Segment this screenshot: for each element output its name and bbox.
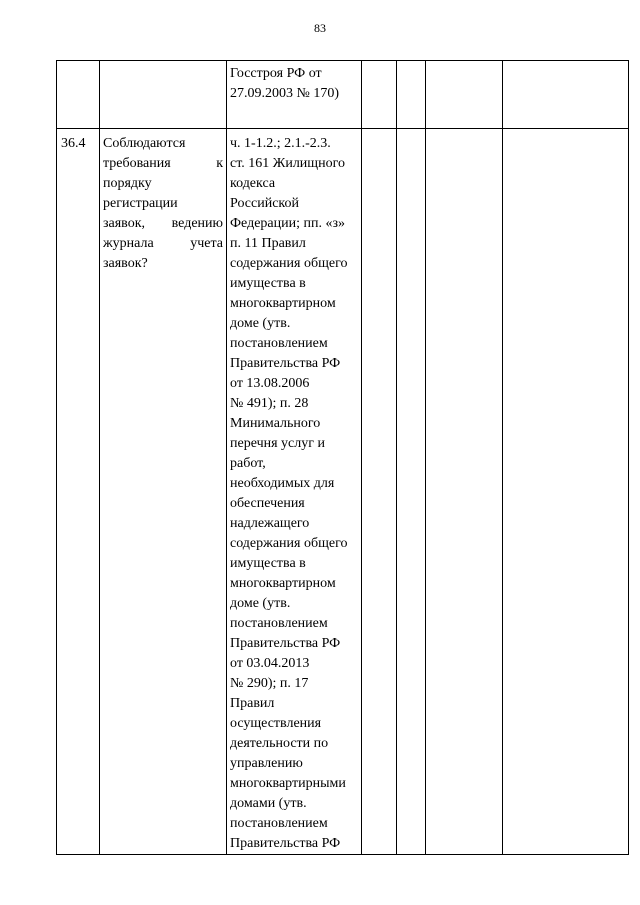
question-line (103, 234, 223, 254)
question-word: журнала (103, 236, 154, 251)
basis-line: имущества в (230, 556, 306, 571)
basis-line: постановлением (230, 616, 328, 631)
basis-line: Госстроя РФ от (230, 66, 322, 81)
question-line: регистрации (103, 196, 178, 211)
basis-line: Правительства РФ (230, 836, 341, 851)
cell-number-empty (57, 61, 100, 129)
basis-line: многоквартирном (230, 576, 336, 591)
basis-line: перечня услуг и (230, 436, 325, 451)
question-word: требования (103, 156, 171, 171)
basis-line: п. 11 Правил (230, 236, 306, 251)
cell-no (397, 61, 426, 129)
question-line: Соблюдаются (103, 136, 186, 151)
basis-line: многоквартирными (230, 776, 346, 791)
basis-line: доме (утв. (230, 596, 291, 611)
page-number: 83 (314, 21, 326, 35)
cell-not-applicable (426, 129, 503, 855)
cell-notes (503, 129, 629, 855)
basis-line: кодекса (230, 176, 276, 191)
question-word: ведению (171, 216, 223, 231)
basis-line: от 13.08.2006 (230, 376, 310, 391)
question-word: учета (190, 236, 223, 251)
row-number: 36.4 (57, 129, 100, 855)
question-cell (100, 129, 227, 855)
cell-not-applicable (426, 61, 503, 129)
table-row (57, 129, 629, 855)
basis-line: постановлением (230, 816, 328, 831)
basis-line: деятельности по (230, 736, 329, 751)
basis-line: Правительства РФ (230, 636, 341, 651)
legal-basis-cell (227, 129, 362, 855)
basis-line: ст. 161 Жилищного (230, 156, 345, 171)
basis-line: Российской (230, 196, 299, 211)
basis-line: необходимых для (230, 476, 335, 491)
basis-line: № 290); п. 17 (230, 676, 309, 691)
basis-line: Правительства РФ (230, 356, 341, 371)
cell-yes (362, 61, 397, 129)
basis-line: 27.09.2003 № 170) (230, 86, 340, 101)
basis-line: Правил (230, 696, 275, 711)
cell-no (397, 129, 426, 855)
basis-line: имущества в (230, 276, 306, 291)
basis-line: от 03.04.2013 (230, 656, 310, 671)
basis-line: Федерации; пп. «з» (230, 216, 346, 231)
cell-legal-basis-continued (227, 61, 362, 129)
cell-question-empty (100, 61, 227, 129)
question-line (103, 154, 223, 174)
table-row-continued (57, 61, 629, 129)
basis-line: осуществления (230, 716, 322, 731)
question-line: заявок? (103, 256, 148, 271)
basis-line: доме (утв. (230, 316, 291, 331)
basis-line: Минимального (230, 416, 321, 431)
basis-line: управлению (230, 756, 303, 771)
requirements-table (56, 60, 629, 855)
basis-line: многоквартирном (230, 296, 336, 311)
question-line (103, 214, 223, 234)
basis-line: домами (утв. (230, 796, 307, 811)
basis-line: работ, (230, 456, 266, 471)
basis-line: содержания общего (230, 256, 348, 271)
cell-yes (362, 129, 397, 855)
basis-line: надлежащего (230, 516, 310, 531)
question-line: порядку (103, 176, 152, 191)
basis-line: постановлением (230, 336, 328, 351)
basis-line: обеспечения (230, 496, 305, 511)
basis-line: содержания общего (230, 536, 348, 551)
question-word: заявок, (103, 216, 145, 231)
basis-line: ч. 1-1.2.; 2.1.-2.3. (230, 136, 331, 151)
question-word: к (216, 156, 223, 171)
basis-line: № 491); п. 28 (230, 396, 309, 411)
cell-notes (503, 61, 629, 129)
